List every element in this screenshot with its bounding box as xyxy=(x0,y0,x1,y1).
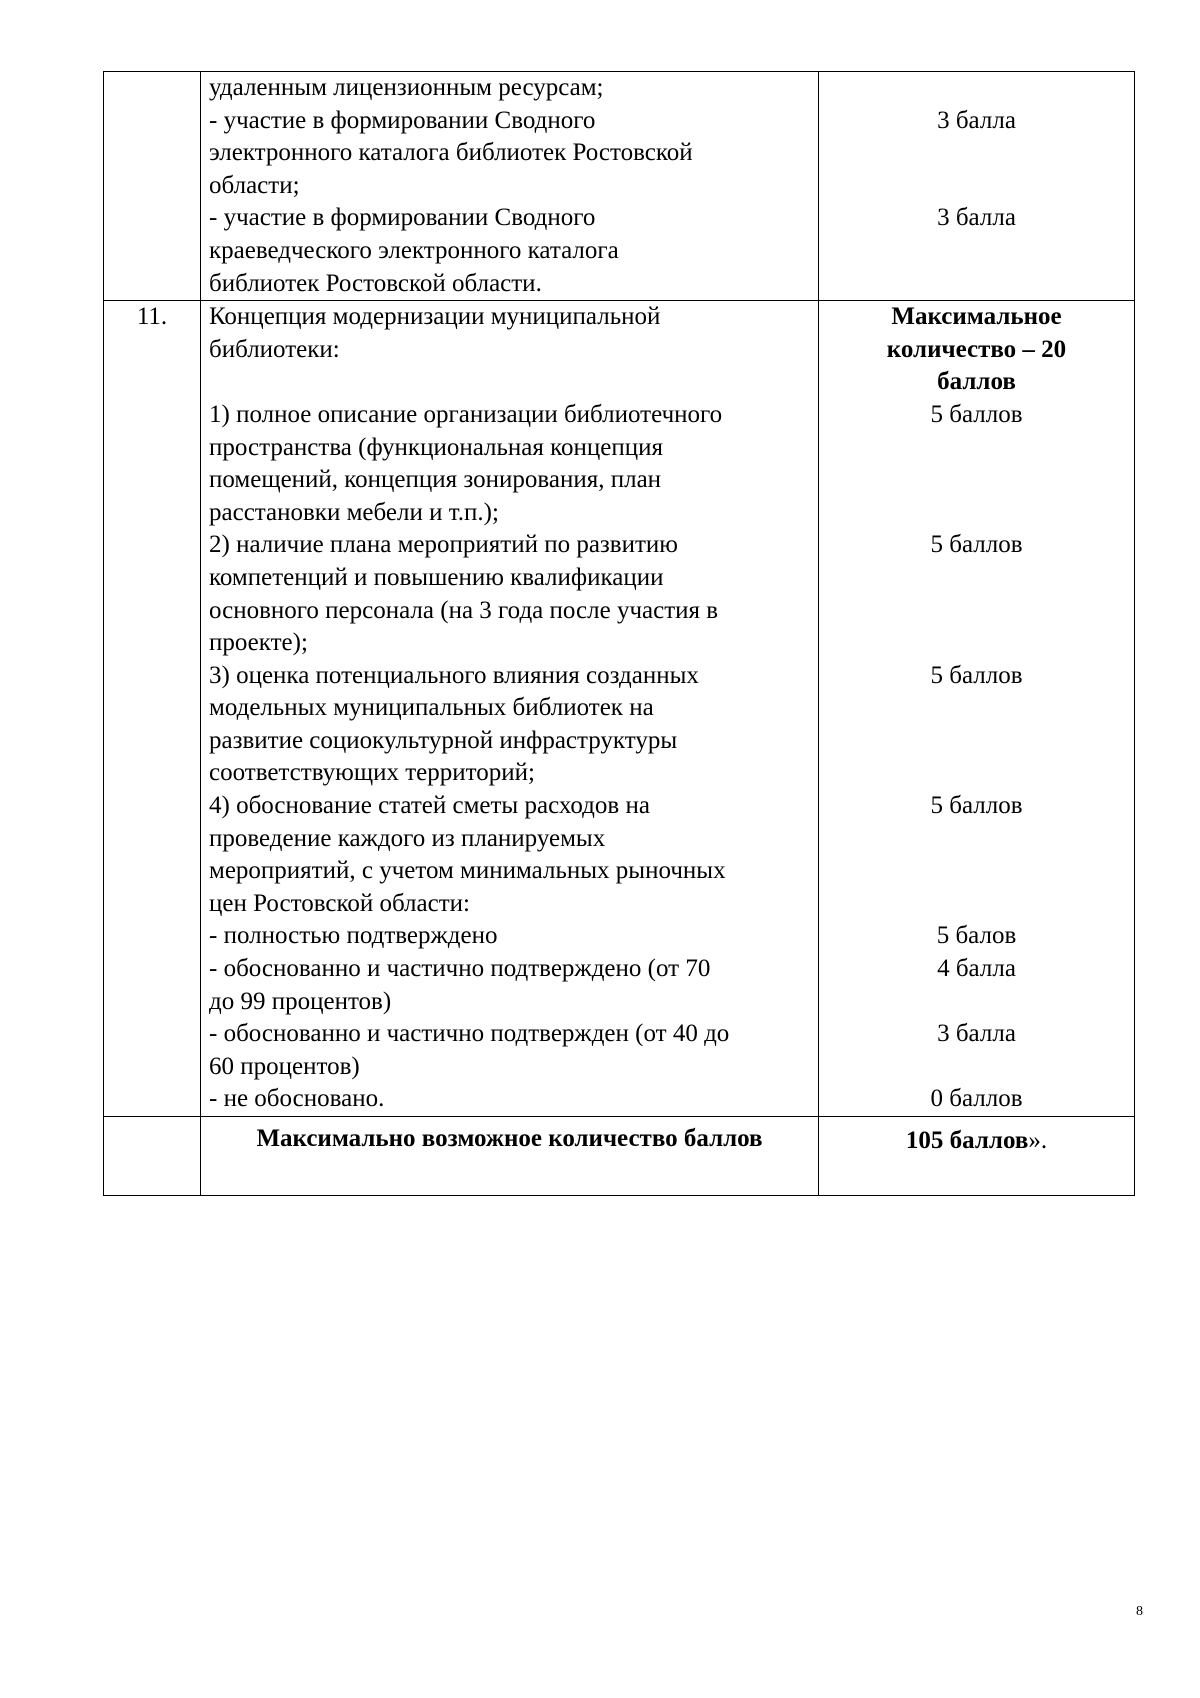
row-number-cell-empty xyxy=(104,72,201,301)
total-label-cell xyxy=(201,1117,819,1196)
description-line: - участие в формировании Сводного xyxy=(209,106,596,134)
score-line: 5 баллов xyxy=(930,400,1023,428)
score-line xyxy=(819,986,1134,1019)
score-line: 3 балла xyxy=(937,204,1016,232)
total-score-cell xyxy=(819,1117,1135,1196)
description-line: проведение каждого из планируемых xyxy=(209,824,606,852)
score-line: 0 баллов xyxy=(930,1085,1023,1113)
total-score-suffix: ». xyxy=(1028,1127,1048,1154)
score-line xyxy=(819,268,1134,301)
description-line: модельных муниципальных библиотек на xyxy=(209,694,654,722)
table-row-total xyxy=(104,1117,1135,1196)
description-line: помещений, концепция зонирования, план xyxy=(209,466,662,494)
score-line: 5 балов xyxy=(936,922,1017,950)
score-line: 3 балла xyxy=(937,106,1016,134)
score-line xyxy=(819,137,1134,170)
description-line: основного персонала (на 3 года после участия в xyxy=(209,596,719,624)
description-line: проекте); xyxy=(209,629,308,657)
score-line: 5 баллов xyxy=(930,792,1023,820)
description-line: - полностью подтверждено xyxy=(209,922,498,950)
row-number-cell xyxy=(104,301,201,1117)
description-line: пространства (функциональная концепция xyxy=(209,433,663,461)
description-line: Концепция модернизации муниципальной xyxy=(209,303,661,331)
row-number: 11. xyxy=(136,303,168,331)
row-description-cell xyxy=(201,301,819,1117)
score-line xyxy=(819,823,1134,856)
description-line: библиотек Ростовской области. xyxy=(209,269,542,297)
description-line: мероприятий, с учетом минимальных рыночных xyxy=(209,857,726,885)
description-line: электронного каталога библиотек Ростовской xyxy=(209,139,693,167)
description-line: краеведческого электронного каталога xyxy=(209,236,619,264)
description-line: цен Ростовской области: xyxy=(209,889,470,917)
description-line: до 99 процентов) xyxy=(209,987,392,1015)
page-number: 8 xyxy=(1136,1604,1143,1619)
description-line: удаленным лицензионным ресурсам; xyxy=(209,74,604,101)
description-line: 1) полное описание организации библиотечного xyxy=(209,400,723,428)
score-line xyxy=(819,692,1134,725)
table-row-item-11 xyxy=(104,301,1135,1117)
max-score-header: баллов xyxy=(937,368,1016,396)
criteria-table xyxy=(103,71,1135,1196)
row-score-cell xyxy=(819,72,1135,301)
score-line xyxy=(819,757,1134,790)
row-number-cell-empty xyxy=(104,1117,201,1196)
max-score-header: количество – 20 xyxy=(886,335,1067,363)
description-line xyxy=(209,366,814,399)
score-line xyxy=(819,235,1134,268)
score-line xyxy=(819,627,1134,660)
description-line: - обоснованно и частично подтверждено (от 70 xyxy=(209,955,711,983)
description-line: 60 процентов) xyxy=(209,1052,360,1080)
total-score: 105 баллов xyxy=(905,1127,1029,1154)
description-line: соответствующих территорий; xyxy=(209,759,535,787)
score-line: 5 баллов xyxy=(930,661,1023,689)
score-line xyxy=(819,725,1134,758)
row-score-cell xyxy=(819,301,1135,1117)
row-description-cell xyxy=(201,72,819,301)
description-line: расстановки мебели и т.п.); xyxy=(209,498,499,526)
score-line xyxy=(819,888,1134,921)
score-line xyxy=(819,432,1134,465)
description-line: - участие в формировании Сводного xyxy=(209,204,596,232)
max-score-header: Максимальное xyxy=(891,303,1062,331)
total-label: Максимально возможное количество баллов xyxy=(256,1125,763,1152)
description-line: - обоснованно и частично подтвержден (от 40 до xyxy=(209,1020,730,1048)
score-line: 3 балла xyxy=(937,1020,1016,1048)
score-line xyxy=(819,497,1134,530)
description-line: 3) оценка потенциального влияния созданных xyxy=(209,661,699,689)
description-line: 2) наличие плана мероприятий по развитию xyxy=(209,531,678,559)
score-line xyxy=(819,464,1134,497)
description-line: библиотеки: xyxy=(209,335,340,363)
score-line xyxy=(819,595,1134,628)
description-line: компетенций и повышению квалификации xyxy=(209,563,664,591)
score-line: 5 баллов xyxy=(930,531,1023,559)
score-line xyxy=(819,72,1134,105)
score-line: 4 балла xyxy=(937,955,1016,983)
description-line: - не обосновано. xyxy=(209,1085,385,1113)
score-line xyxy=(819,1051,1134,1084)
table-row-continuation xyxy=(104,72,1135,301)
description-line: развитие социокультурной инфраструктуры xyxy=(209,726,678,754)
score-line xyxy=(819,170,1134,203)
description-line: области; xyxy=(209,171,300,199)
score-line xyxy=(819,562,1134,595)
description-line: 4) обоснование статей сметы расходов на xyxy=(209,792,650,820)
score-line xyxy=(819,855,1134,888)
